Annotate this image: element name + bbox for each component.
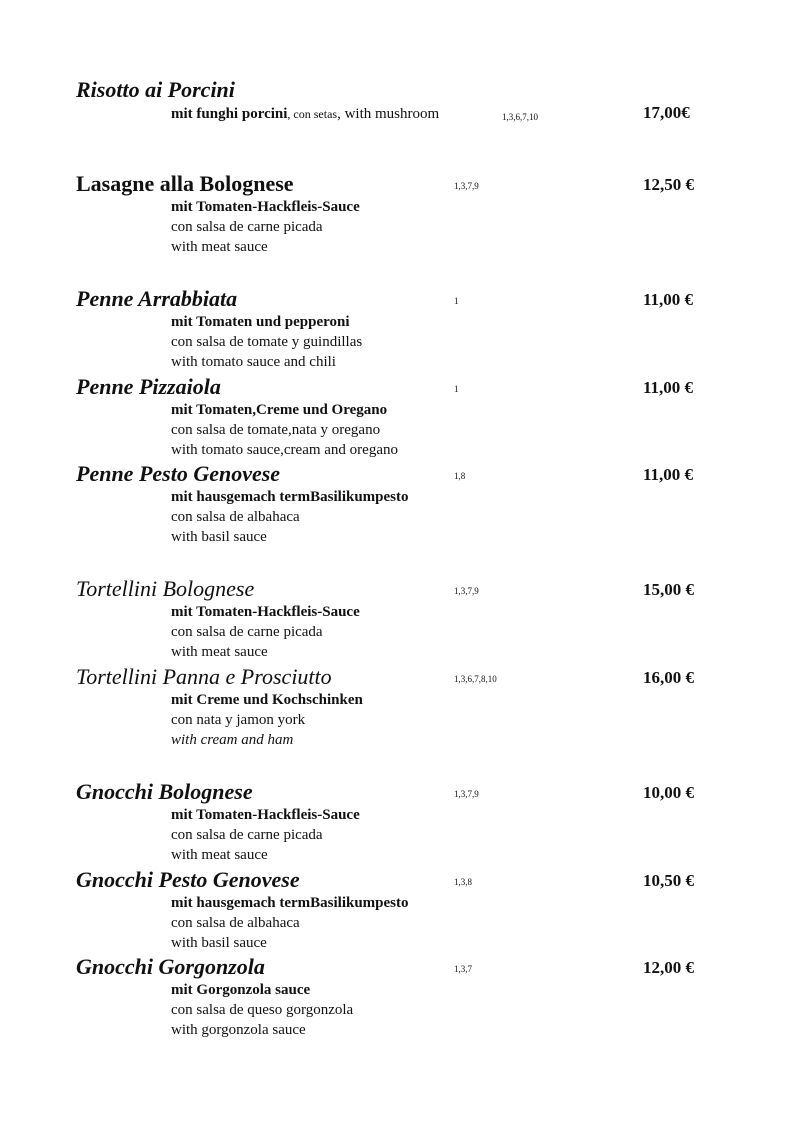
dish-description-en: , with mushroom (337, 106, 440, 122)
dish-allergens: 1,3,7 (454, 964, 472, 974)
dish-description (171, 104, 439, 124)
dish-allergens: 1,3,7,9 (454, 789, 479, 799)
dish-description-de: mit hausgemach termBasilikumpesto (171, 895, 409, 911)
dish-description (171, 197, 360, 257)
dish-description-es: con salsa de carne picada (171, 827, 323, 843)
dish-description-es: , con setas (287, 107, 338, 121)
dish-description-en: with tomato sauce and chili (171, 354, 336, 370)
dish-title: Lasagne alla Bolognese (76, 171, 294, 196)
dish-allergens: 1 (454, 296, 459, 306)
dish-price: 16,00 € (643, 668, 694, 687)
dish-description-de: mit Creme und Kochschinken (171, 692, 363, 708)
dish-description-en: with meat sauce (171, 644, 268, 660)
dish-description-de: mit hausgemach termBasilikumpesto (171, 489, 409, 505)
dish-description-es: con salsa de albahaca (171, 509, 300, 525)
dish-description-de: mit Tomaten-Hackfleis-Sauce (171, 807, 360, 823)
dish-description-es: con salsa de tomate,nata y oregano (171, 422, 381, 438)
dish-description-de: mit Tomaten-Hackfleis-Sauce (171, 604, 360, 620)
dish-allergens: 1,3,7,9 (454, 586, 479, 596)
dish-allergens: 1,3,8 (454, 877, 472, 887)
dish-description-en: with cream and ham (171, 732, 294, 748)
dish-title: Penne Arrabbiata (76, 286, 238, 311)
dish-description (171, 980, 353, 1040)
dish-description-en: with tomato sauce,cream and oregano (171, 442, 398, 458)
dish-description (171, 893, 409, 953)
dish-description (171, 602, 360, 662)
dish-price: 12,00 € (643, 958, 694, 977)
dish-allergens: 1,3,6,7,10 (502, 112, 538, 122)
dish-price: 10,50 € (643, 871, 694, 890)
dish-description (171, 312, 362, 372)
dish-allergens: 1,8 (454, 471, 466, 481)
dish-title: Tortellini Panna e Prosciutto (76, 664, 332, 689)
dish-price: 11,00 € (643, 378, 694, 397)
dish-price: 12,50 € (643, 175, 694, 194)
dish-price: 17,00€ (643, 103, 690, 122)
dish-price: 10,00 € (643, 783, 694, 802)
dish-description-es: con salsa de carne picada (171, 219, 323, 235)
dish-description (171, 690, 363, 750)
dish-description-es: con salsa de albahaca (171, 915, 300, 931)
dish-description-en: with meat sauce (171, 847, 268, 863)
dish-allergens: 1 (454, 384, 459, 394)
dish-description-en: with basil sauce (171, 529, 267, 545)
dish-description-en: with meat sauce (171, 239, 268, 255)
dish-title: Penne Pesto Genovese (76, 461, 281, 486)
dish-title: Tortellini Bolognese (76, 576, 255, 601)
dish-description (171, 487, 409, 547)
dish-description-en: with gorgonzola sauce (171, 1022, 306, 1038)
dish-description (171, 805, 360, 865)
dish-title: Risotto ai Porcini (76, 77, 235, 102)
dish-description-de: mit Gorgonzola sauce (171, 982, 311, 998)
dish-description-de: mit Tomaten,Creme und Oregano (171, 402, 388, 418)
dish-title: Gnocchi Gorgonzola (76, 954, 265, 979)
dish-title: Gnocchi Bolognese (76, 779, 253, 804)
dish-price: 11,00 € (643, 290, 694, 309)
dish-description-de: mit funghi porcini (171, 106, 288, 122)
dish-description-de: mit Tomaten und pepperoni (171, 314, 350, 330)
dish-description-de: mit Tomaten-Hackfleis-Sauce (171, 199, 360, 215)
dish-title: Penne Pizzaiola (76, 374, 221, 399)
dish-description-en: with basil sauce (171, 935, 267, 951)
dish-description (171, 400, 398, 460)
dish-description-es: con salsa de queso gorgonzola (171, 1002, 354, 1018)
dish-description-es: con salsa de tomate y guindillas (171, 334, 363, 350)
dish-price: 11,00 € (643, 465, 694, 484)
dish-price: 15,00 € (643, 580, 694, 599)
dish-description-es: con salsa de carne picada (171, 624, 323, 640)
dish-description-es: con nata y jamon york (171, 712, 306, 728)
dish-allergens: 1,3,7,9 (454, 181, 479, 191)
dish-title: Gnocchi Pesto Genovese (76, 867, 300, 892)
dish-allergens: 1,3,6,7,8,10 (454, 674, 497, 684)
